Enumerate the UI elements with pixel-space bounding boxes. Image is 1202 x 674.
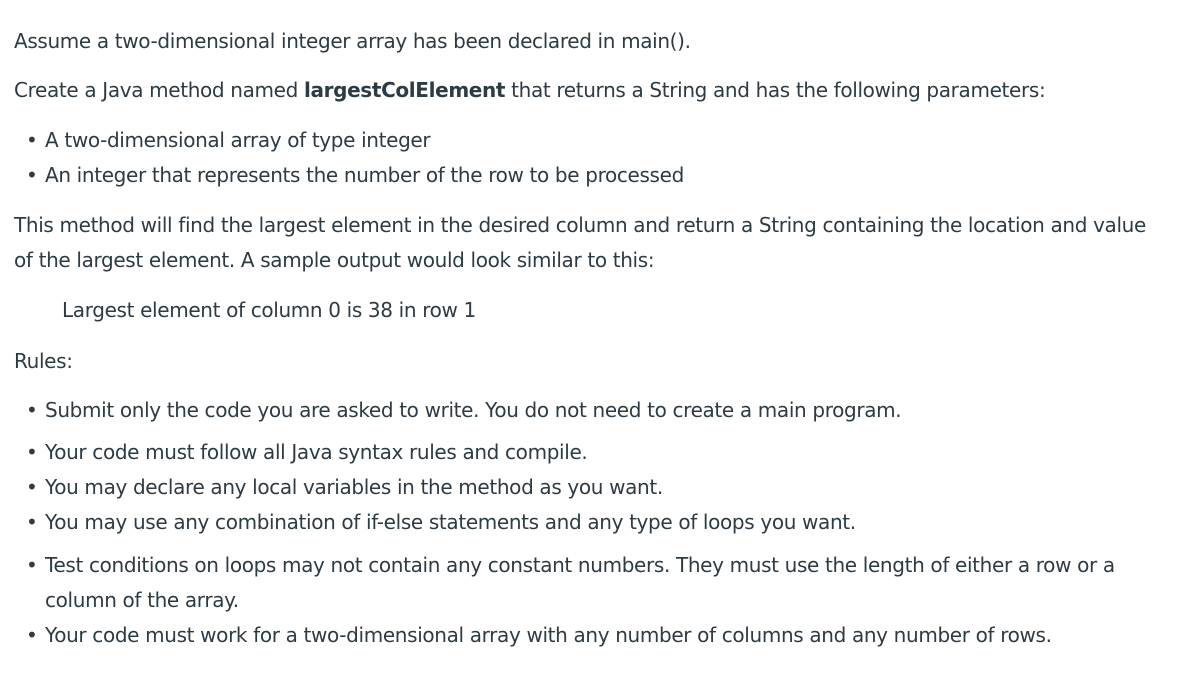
- intro-line-2: [14, 77, 1045, 103]
- intro-prefix: Create a Java method named: [14, 78, 304, 102]
- bullet-icon: •: [26, 553, 38, 577]
- rule-text: Your code must work for a two-dimensional array with any number of columns and any number of rows.: [45, 623, 1052, 647]
- rules-heading: Rules:: [14, 349, 73, 373]
- param-item: [26, 162, 684, 188]
- param-text: A two-dimensional array of type integer: [45, 128, 431, 152]
- param-item: [26, 127, 430, 153]
- rule-item: [26, 439, 587, 465]
- description-line-1: This method will find the largest element in the desired column and return a String containing the location and value: [14, 213, 1146, 237]
- bullet-icon: •: [26, 398, 38, 422]
- rule-item: [26, 397, 901, 423]
- bullet-icon: •: [26, 510, 38, 534]
- intro-line-1: Assume a two-dimensional integer array has been declared in main().: [14, 29, 691, 53]
- intro-suffix: that returns a String and has the following parameters:: [505, 78, 1046, 102]
- param-text: An integer that represents the number of the row to be processed: [45, 163, 684, 187]
- bullet-icon: •: [26, 163, 38, 187]
- rule-item: [26, 509, 856, 535]
- sample-output: Largest element of column 0 is 38 in row 1: [62, 298, 476, 322]
- rule-item: [26, 622, 1052, 648]
- method-name: largestColElement: [303, 78, 506, 102]
- rule-text: Submit only the code you are asked to write. You do not need to create a main program.: [45, 398, 902, 422]
- rule-item: [26, 474, 663, 500]
- rule-text: You may declare any local variables in the method as you want.: [45, 475, 663, 499]
- bullet-icon: •: [26, 440, 38, 464]
- rule-text: Your code must follow all Java syntax rules and compile.: [45, 440, 588, 464]
- bullet-icon: •: [26, 623, 38, 647]
- rule-continuation: column of the array.: [45, 588, 239, 612]
- rule-text: You may use any combination of if-else statements and any type of loops you want.: [45, 510, 856, 534]
- description-line-2: of the largest element. A sample output would look similar to this:: [14, 248, 655, 272]
- bullet-icon: •: [26, 475, 38, 499]
- rule-item: [26, 552, 1115, 578]
- bullet-icon: •: [26, 128, 38, 152]
- rule-text: Test conditions on loops may not contain any constant numbers. They must use the length of either a row or a: [45, 553, 1115, 577]
